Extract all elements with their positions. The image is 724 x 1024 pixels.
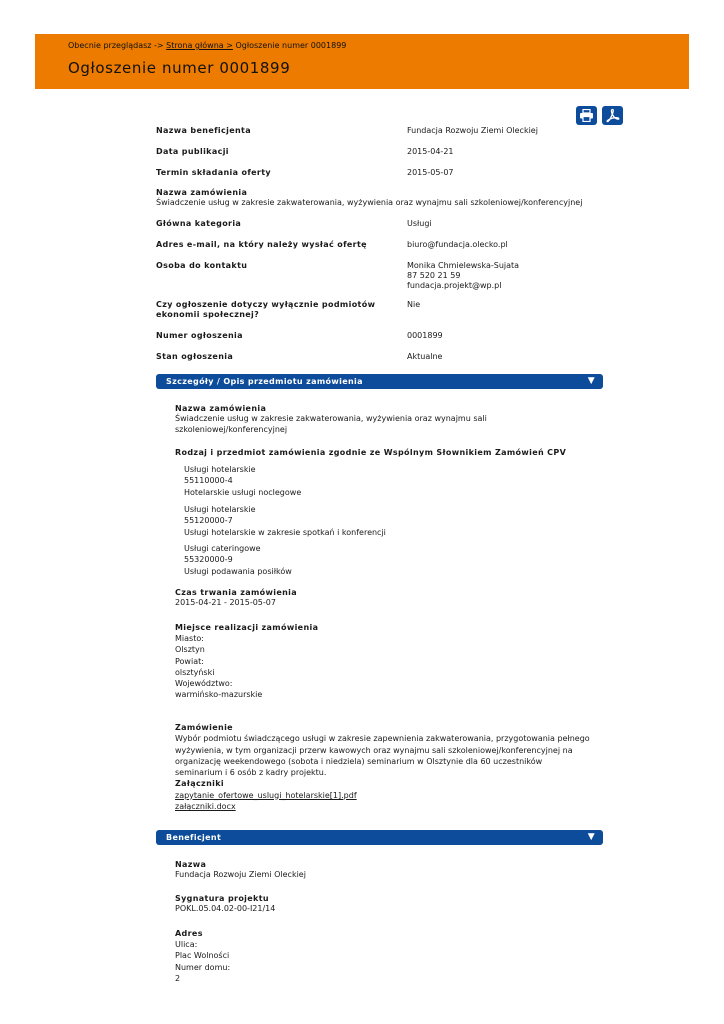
cpv-entry	[184, 543, 292, 577]
info-row-nazwa-zamowienia	[156, 188, 596, 209]
printer-icon	[579, 109, 594, 122]
breadcrumb-home-link[interactable]: Strona główna >	[166, 41, 233, 50]
breadcrumb	[68, 41, 346, 51]
info-row-numer	[156, 331, 596, 341]
details-heading: Adres	[175, 929, 203, 938]
ulica-value: Plac Wolności	[175, 951, 230, 961]
info-label: Nazwa zamówienia	[156, 188, 248, 197]
ulica-label: Ulica:	[175, 940, 198, 950]
info-value: Fundacja Rozwoju Ziemi Oleckiej	[407, 126, 538, 135]
attachment-link[interactable]: zapytanie_ofertowe_uslugi_hotelarskie[1].pdf	[175, 790, 357, 800]
info-row-termin	[156, 168, 596, 178]
details-miejsce	[175, 622, 595, 700]
beneficiary-adres	[175, 928, 595, 984]
zamowienie-description: Wybór podmiotu świadczącego usługi w zakresie zapewnienia zakwaterowania, przygotowania pełnego wyżywienia, w tym organizacji przerw kawowych oraz wynajmu sali szkoleniowej/konferencyjnej na organizację weekendowego (sobota i niedziela) seminarium w Olsztynie dla 60 uczestników seminarium i 6 osób z kadry projektu.	[175, 734, 590, 778]
details-heading: Sygnatura projektu	[175, 894, 269, 903]
info-label: Numer ogłoszenia	[156, 331, 243, 340]
cpv-entry	[184, 504, 386, 538]
powiat-label: Powiat:	[175, 656, 204, 666]
page-title: Ogłoszenie numer 0001899	[68, 59, 291, 77]
powiat-value: olsztyński	[175, 667, 215, 677]
beneficiary-nazwa	[175, 860, 595, 881]
section-toggle-beneficjent[interactable]	[156, 830, 603, 845]
chevron-down-icon: ▼	[587, 832, 595, 842]
attachments-heading: Załączniki	[175, 779, 224, 789]
details-czas	[175, 588, 595, 609]
miasto-label: Miasto:	[175, 634, 204, 644]
contact-phone: 87 520 21 59	[407, 271, 461, 280]
info-label: Nazwa beneficjenta	[156, 126, 251, 135]
cpv-desc: Usługi podawania posiłków	[184, 566, 292, 576]
wojewodztwo-value: warmińsko-mazurskie	[175, 690, 263, 700]
details-value: 2015-04-21 - 2015-05-07	[175, 598, 276, 608]
details-cpv-heading	[175, 448, 595, 458]
info-value: Nie	[407, 300, 421, 309]
info-row-data-publikacji	[156, 147, 596, 157]
info-row-stan	[156, 352, 596, 362]
cpv-group: Usługi hotelarskie	[184, 465, 256, 474]
section-title: Szczegóły / Opis przedmiotu zamówienia	[166, 377, 363, 386]
info-label: Czy ogłoszenie dotyczy wyłącznie podmiotów ekonomii społecznej?	[156, 300, 376, 320]
cpv-desc: Usługi hotelarskie w zakresie spotkań i konferencji	[184, 527, 386, 537]
wojewodztwo-label: Województwo:	[175, 679, 233, 689]
pdf-button[interactable]	[602, 106, 623, 125]
numer-domu-value: 2	[175, 973, 181, 983]
info-row-ekonomia	[156, 300, 596, 321]
info-label: Termin składania oferty	[156, 168, 271, 177]
info-value: Świadczenie usług w zakresie zakwaterowania, wyżywienia oraz wynajmu sali szkoleniowej/konferencyjnej	[156, 198, 583, 208]
info-value: biuro@fundacja.olecko.pl	[407, 240, 508, 249]
section-title: Beneficjent	[166, 833, 222, 842]
cpv-group: Usługi hotelarskie	[184, 505, 256, 514]
info-row-email	[156, 240, 596, 250]
print-button[interactable]	[576, 106, 597, 125]
details-heading: Zamówienie	[175, 723, 233, 732]
info-value: 0001899	[407, 331, 443, 340]
info-label: Adres e-mail, na który należy wysłać ofertę	[156, 240, 367, 249]
info-value: 2015-04-21	[407, 147, 454, 156]
cpv-code: 55120000-7	[184, 516, 233, 526]
info-label: Główna kategoria	[156, 219, 242, 228]
details-heading: Nazwa zamówienia	[175, 404, 267, 413]
page-header	[35, 34, 689, 89]
numer-domu-label: Numer domu:	[175, 962, 231, 972]
attachment-link[interactable]: załączniki.docx	[175, 802, 236, 812]
info-row-kontakt	[156, 261, 596, 290]
section-toggle-szczegoly[interactable]	[156, 374, 603, 389]
info-row-kategoria	[156, 219, 596, 229]
pdf-icon	[605, 108, 620, 123]
info-value: Usługi	[407, 219, 432, 228]
info-value: 2015-05-07	[407, 168, 454, 177]
details-zamowienie	[175, 722, 590, 812]
details-heading: Czas trwania zamówienia	[175, 588, 297, 597]
details-value: POKL.05.04.02-00-I21/14	[175, 904, 276, 914]
breadcrumb-prefix: Obecnie przeglądasz ->	[68, 41, 164, 50]
info-label: Stan ogłoszenia	[156, 352, 234, 361]
info-label: Osoba do kontaktu	[156, 261, 248, 270]
contact-name: Monika Chmielewska-Sujata	[407, 261, 520, 270]
cpv-group: Usługi cateringowe	[184, 544, 261, 553]
cpv-code: 55110000-4	[184, 476, 233, 486]
details-value: Świadczenie usług w zakresie zakwaterowania, wyżywienia oraz wynajmu sali szkoleniowej/konferencyjnej	[175, 414, 487, 434]
info-value: Aktualne	[407, 352, 443, 361]
details-heading: Rodzaj i przedmiot zamówienia zgodnie ze Wspólnym Słownikiem Zamówień CPV	[175, 448, 567, 457]
cpv-desc: Hotelarskie usługi noclegowe	[184, 487, 302, 497]
beneficiary-sygnatura	[175, 894, 595, 915]
info-label: Data publikacji	[156, 147, 229, 156]
details-value: Fundacja Rozwoju Ziemi Oleckiej	[175, 870, 306, 880]
contact-details	[407, 261, 519, 291]
cpv-entry	[184, 464, 301, 498]
breadcrumb-current: Ogłoszenie numer 0001899	[235, 41, 347, 50]
info-row-beneficjent	[156, 126, 596, 136]
chevron-down-icon: ▼	[587, 376, 595, 386]
miasto-value: Olsztyn	[175, 645, 205, 655]
details-heading: Nazwa	[175, 860, 207, 869]
details-heading: Miejsce realizacji zamówienia	[175, 623, 319, 632]
cpv-code: 55320000-9	[184, 555, 233, 565]
contact-email: fundacja.projekt@wp.pl	[407, 281, 502, 290]
details-nazwa	[175, 404, 595, 435]
